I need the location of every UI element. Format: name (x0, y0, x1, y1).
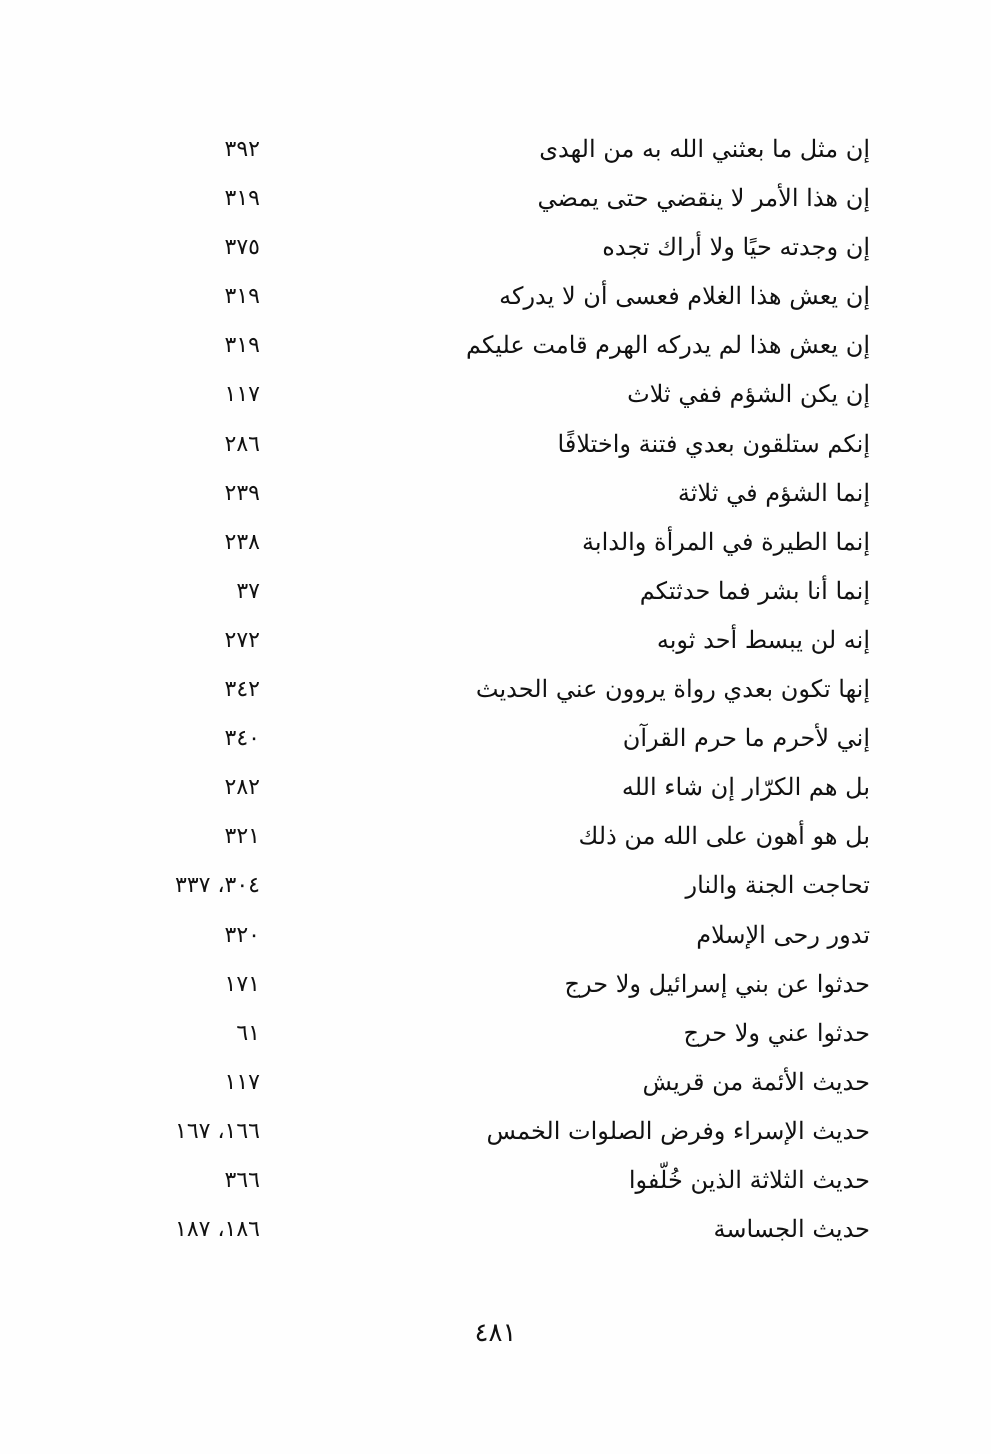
entry-page-numbers: ٣٧٥ (224, 235, 260, 261)
entry-page-numbers: ٦١ (236, 1020, 260, 1046)
entry-text: حدثوا عني ولا حرج (683, 1018, 870, 1047)
entry-page-numbers: ٢٣٨ (224, 529, 260, 555)
index-entry (110, 321, 870, 370)
index-entry (110, 370, 870, 419)
entry-text: بل هو أهون على الله من ذلك (578, 822, 870, 851)
entry-text: تحاجت الجنة والنار (685, 871, 870, 900)
entry-text: إنما الطيرة في المرأة والدابة (582, 527, 870, 556)
index-entry (110, 960, 870, 1009)
entry-text: تدور رحى الإسلام (696, 920, 870, 949)
index-entry (110, 567, 870, 616)
entry-text: إن يكن الشؤم ففي ثلاث (627, 380, 870, 409)
entry-page-numbers: ٢٨٦ (224, 431, 260, 457)
entry-text: إني لأحرم ما حرم القرآن (622, 724, 870, 753)
index-entry (110, 665, 870, 714)
entry-text: إنما أنا بشر فما حدثتكم (639, 576, 870, 605)
hadith-index-list (110, 125, 870, 1254)
index-entry (110, 861, 870, 910)
entry-text: إنه لن يبسط أحد ثوبه (656, 625, 870, 654)
index-entry (110, 812, 870, 861)
index-entry (110, 1009, 870, 1058)
page-number: ٤٨١ (474, 1318, 517, 1348)
index-entry (110, 911, 870, 960)
entry-page-numbers: ٣١٩ (224, 186, 260, 212)
index-entry (110, 714, 870, 763)
entry-text: إن هذا الأمر لا ينقضي حتى يمضي (537, 184, 870, 213)
entry-text: حديث الجساسة (713, 1215, 870, 1244)
index-entry (110, 469, 870, 518)
entry-page-numbers: ٣٢٠ (224, 922, 260, 948)
entry-page-numbers: ١٨٦، ١٨٧ (175, 1217, 260, 1243)
index-entry (110, 420, 870, 469)
entry-page-numbers: ١٧١ (224, 971, 260, 997)
entry-page-numbers: ١١٧ (224, 1069, 260, 1095)
index-entry (110, 518, 870, 567)
entry-text: إن وجدته حيًا ولا أراك تجده (602, 233, 870, 262)
index-entry (110, 1107, 870, 1156)
entry-text: إن يعش هذا لم يدركه الهرم قامت عليكم (465, 331, 870, 360)
entry-page-numbers: ٣١٩ (224, 333, 260, 359)
index-entry (110, 616, 870, 665)
entry-page-numbers: ٢٣٩ (224, 480, 260, 506)
index-entry (110, 174, 870, 223)
entry-text: إن مثل ما بعثني الله به من الهدى (539, 135, 870, 163)
index-entry (110, 1205, 870, 1254)
index-entry (110, 1156, 870, 1205)
entry-page-numbers: ١١٧ (224, 382, 260, 408)
index-entry (110, 763, 870, 812)
entry-page-numbers: ٣٧ (236, 578, 260, 604)
entry-page-numbers: ٢٨٢ (224, 775, 260, 801)
entry-page-numbers: ٣٢١ (224, 824, 260, 850)
entry-page-numbers: ٣٤٠ (224, 726, 260, 752)
entry-page-numbers: ٣٩٢ (224, 137, 260, 162)
entry-text: إنها تكون بعدي رواة يروون عني الحديث (475, 675, 870, 704)
entry-text: إنما الشؤم في ثلاثة (677, 478, 870, 507)
entry-page-numbers: ٣٤٢ (224, 677, 260, 703)
index-entry (110, 272, 870, 321)
entry-page-numbers: ٣١٩ (224, 284, 260, 310)
entry-text: حديث الإسراء وفرض الصلوات الخمس (486, 1116, 870, 1145)
index-entry (110, 125, 870, 174)
index-entry (110, 1058, 870, 1107)
entry-text: بل هم الكرّار إن شاء الله (621, 773, 870, 802)
entry-page-numbers: ٣٦٦ (224, 1167, 260, 1193)
entry-text: حديث الأئمة من قريش (642, 1067, 870, 1096)
entry-text: إنكم ستلقون بعدي فتنة واختلافًا (557, 429, 870, 458)
entry-page-numbers: ٢٧٢ (224, 627, 260, 653)
entry-text: حديث الثلاثة الذين خُلّفوا (628, 1165, 870, 1194)
entry-text: إن يعش هذا الغلام فعسى أن لا يدركه (499, 282, 870, 311)
entry-page-numbers: ٣٠٤، ٣٣٧ (175, 873, 260, 899)
entry-page-numbers: ١٦٦، ١٦٧ (175, 1118, 260, 1144)
entry-text: حدثوا عن بني إسرائيل ولا حرج (564, 969, 870, 998)
index-entry (110, 223, 870, 272)
